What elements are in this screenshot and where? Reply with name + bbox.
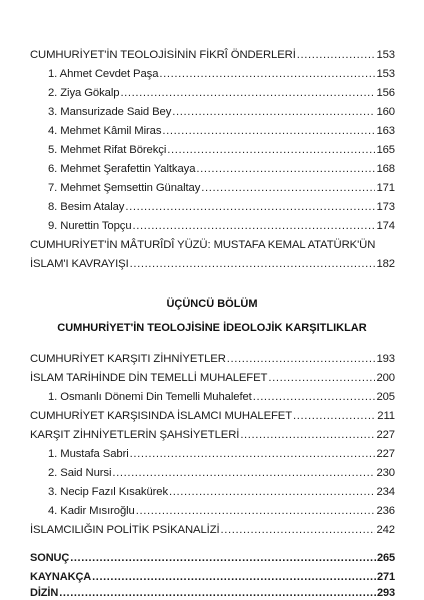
- toc-entry-page: 265: [376, 552, 395, 564]
- leader-dots: [240, 428, 375, 442]
- toc-entry-title: 8. Besim Atalay: [48, 201, 125, 213]
- toc-entry-title: 6. Mehmet Şerafettin Yaltkaya: [48, 163, 196, 175]
- toc-entry-title: KARŞIT ZİHNİYETLERİN ŞAHSİYETLERİ: [30, 429, 240, 441]
- toc-entry-title: 5. Mehmet Rifat Börekçi: [48, 144, 167, 156]
- toc-entry-page: 234: [376, 486, 395, 498]
- toc-entry-title: CUMHURİYET'İN TEOLOJİSİNİN FİKRÎ ÖNDERLERİ: [30, 49, 296, 61]
- toc-entry: [48, 105, 395, 119]
- toc-entry-title: 1. Mustafa Sabri: [48, 448, 129, 460]
- leader-dots: [221, 523, 376, 537]
- leader-dots: [297, 48, 376, 62]
- toc-entry-page: 174: [376, 220, 395, 232]
- leader-dots: [70, 551, 376, 565]
- toc-entry-page: 163: [376, 125, 395, 137]
- leader-dots: [112, 466, 375, 480]
- leader-dots: [268, 371, 375, 385]
- toc-entry: [48, 504, 395, 518]
- toc-entry-title: 9. Nurettin Topçu: [48, 220, 132, 232]
- toc-entry: [48, 200, 395, 214]
- toc-entry-title: CUMHURİYET KARŞITI ZİHNİYETLER: [30, 353, 226, 365]
- toc-entry: [48, 181, 395, 195]
- toc-entry-title: 7. Mehmet Şemsettin Günaltay: [48, 182, 201, 194]
- toc-entry-title: 4. Kadir Mısıroğlu: [48, 505, 135, 517]
- toc-entry-title: 4. Mehmet Kâmil Miras: [48, 125, 162, 137]
- leader-dots: [253, 390, 376, 404]
- toc-entry-page: 153: [376, 68, 395, 80]
- toc-entry-title: 2. Said Nursi: [48, 467, 112, 479]
- toc-entry-page: 165: [376, 144, 395, 156]
- toc-entry-page: 182: [376, 258, 395, 270]
- toc-entry: [30, 523, 395, 537]
- toc-entry: [48, 466, 395, 480]
- toc-entry-title: DİZİN: [30, 587, 59, 599]
- toc-entry-title: İSLAM'I KAVRAYIŞI: [30, 258, 129, 270]
- toc-entry-page: 153: [376, 49, 395, 61]
- toc-entry-page: 156: [376, 87, 395, 99]
- toc-entry-page: 160: [376, 106, 395, 118]
- toc-entry: [48, 390, 395, 404]
- toc-entry: [30, 371, 395, 385]
- leader-dots: [120, 86, 375, 100]
- leader-dots: [130, 447, 376, 461]
- toc-entry: [48, 219, 395, 233]
- toc-entry-title: 2. Ziya Gökalp: [48, 87, 120, 99]
- toc-entry-title: 1. Osmanlı Dönemi Din Temelli Muhalefet: [48, 391, 252, 403]
- toc-entry-page: 200: [376, 372, 395, 384]
- toc-entry: [48, 143, 395, 157]
- toc-entry-page: 271: [376, 571, 395, 583]
- toc-entry: [30, 551, 395, 565]
- leader-dots: [201, 181, 375, 195]
- toc-entry-page: 173: [376, 201, 395, 213]
- leader-dots: [293, 409, 376, 423]
- leader-dots: [227, 352, 376, 366]
- toc-entry: [30, 586, 395, 600]
- toc-entry: [30, 257, 395, 271]
- leader-dots: [136, 504, 376, 518]
- toc-entry-title: KAYNAKÇA: [30, 571, 92, 583]
- toc-entry: [30, 570, 395, 584]
- leader-dots: [169, 485, 375, 499]
- toc-entry: [30, 409, 395, 423]
- toc-entry: [48, 124, 395, 138]
- toc-entry-title: 3. Mansurizade Said Bey: [48, 106, 172, 118]
- toc-entry-page: 227: [376, 429, 395, 441]
- toc-entry-title: 3. Necip Fazıl Kısakürek: [48, 486, 169, 498]
- part-title: CUMHURİYET'İN TEOLOJİSİNE İDEOLOJİK KARŞITLIKLAR: [57, 322, 367, 334]
- toc-entry-title: İSLAM TARİHİNDE DİN TEMELLİ MUHALEFET: [30, 372, 268, 384]
- toc-entry: [48, 485, 395, 499]
- toc-entry-page: 236: [376, 505, 395, 517]
- leader-dots: [167, 143, 375, 157]
- toc-entry-page: 171: [376, 182, 395, 194]
- toc-entry: [30, 352, 395, 366]
- toc-entry: [30, 48, 395, 62]
- toc-entry-page: 230: [376, 467, 395, 479]
- toc-entry-page: 168: [376, 163, 395, 175]
- toc-entry: [48, 162, 395, 176]
- leader-dots: [125, 200, 375, 214]
- toc-entry-page: 227: [376, 448, 395, 460]
- toc-entry: [48, 67, 395, 81]
- leader-dots: [59, 586, 376, 600]
- toc-entry-title: 1. Ahmet Cevdet Paşa: [48, 68, 159, 80]
- toc-entry: [30, 428, 395, 442]
- toc-entry-page: 242: [376, 524, 395, 536]
- leader-dots: [159, 67, 375, 81]
- toc-entry-page: 193: [376, 353, 395, 365]
- toc-entry-title: İSLAMCILIĞIN POLİTİK PSİKANALİZİ: [30, 524, 220, 536]
- leader-dots: [196, 162, 375, 176]
- toc-entry-title: CUMHURİYET KARŞISINDA İSLAMCI MUHALEFET: [30, 410, 293, 422]
- toc-entry-page: 293: [376, 587, 395, 599]
- toc-entry-title: SONUÇ: [30, 552, 70, 564]
- leader-dots: [133, 219, 376, 233]
- toc-entry-page: 211: [377, 410, 395, 422]
- toc-entry: [48, 86, 395, 100]
- part-label: ÜÇÜNCÜ BÖLÜM: [166, 298, 258, 310]
- leader-dots: [92, 570, 376, 584]
- leader-dots: [172, 105, 375, 119]
- toc-entry-title-line1: CUMHURİYET'İN MÂTURÎDÎ YÜZÜ: MUSTAFA KEMAL ATATÜRK'ÜN: [30, 239, 376, 251]
- toc-entry: [48, 447, 395, 461]
- leader-dots: [130, 257, 376, 271]
- toc-entry-page: 205: [376, 391, 395, 403]
- leader-dots: [162, 124, 375, 138]
